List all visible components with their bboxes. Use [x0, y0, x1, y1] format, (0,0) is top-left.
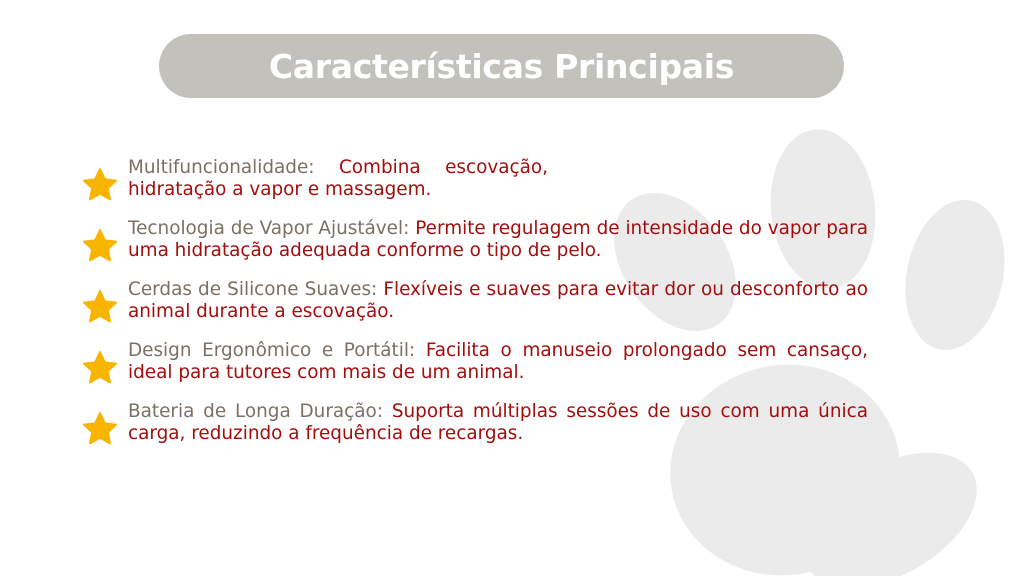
feature-label: Bateria de Longa Duração:	[128, 401, 383, 422]
feature-label: Cerdas de Silicone Suaves:	[128, 279, 378, 300]
feature-description: Combina escovação, hidratação a vapor e massagem.	[128, 157, 548, 200]
feature-label: Multifuncionalidade:	[128, 157, 315, 178]
feature-description: Facilita o manuseio prolongado sem cansaço, ideal para tutores com mais de um animal.	[128, 340, 868, 383]
feature-bateria	[82, 401, 868, 445]
feature-description: Flexíveis e suaves para evitar dor ou desconforto ao animal durante a escovação.	[128, 279, 868, 322]
star-icon	[82, 411, 118, 447]
page-title: Características Principais	[268, 46, 735, 86]
feature-vapor-ajustavel	[82, 218, 868, 262]
feature-description: Permite regulagem de intensidade do vapor para uma hidratação adequada conforme o tipo de pelo.	[128, 218, 868, 261]
feature-label: Tecnologia de Vapor Ajustável:	[128, 218, 410, 239]
star-icon	[82, 167, 118, 203]
feature-list	[82, 157, 872, 445]
feature-design-ergonomico	[82, 340, 868, 384]
star-icon	[82, 350, 118, 386]
feature-multifuncionalidade	[82, 157, 548, 201]
feature-description: Suporta múltiplas sessões de uso com uma única carga, reduzindo a frequência de recargas.	[128, 401, 868, 444]
star-icon	[82, 289, 118, 325]
feature-label: Design Ergonômico e Portátil:	[128, 340, 416, 361]
feature-cerdas-silicone	[82, 279, 868, 323]
title-banner	[159, 34, 844, 98]
star-icon	[82, 228, 118, 264]
